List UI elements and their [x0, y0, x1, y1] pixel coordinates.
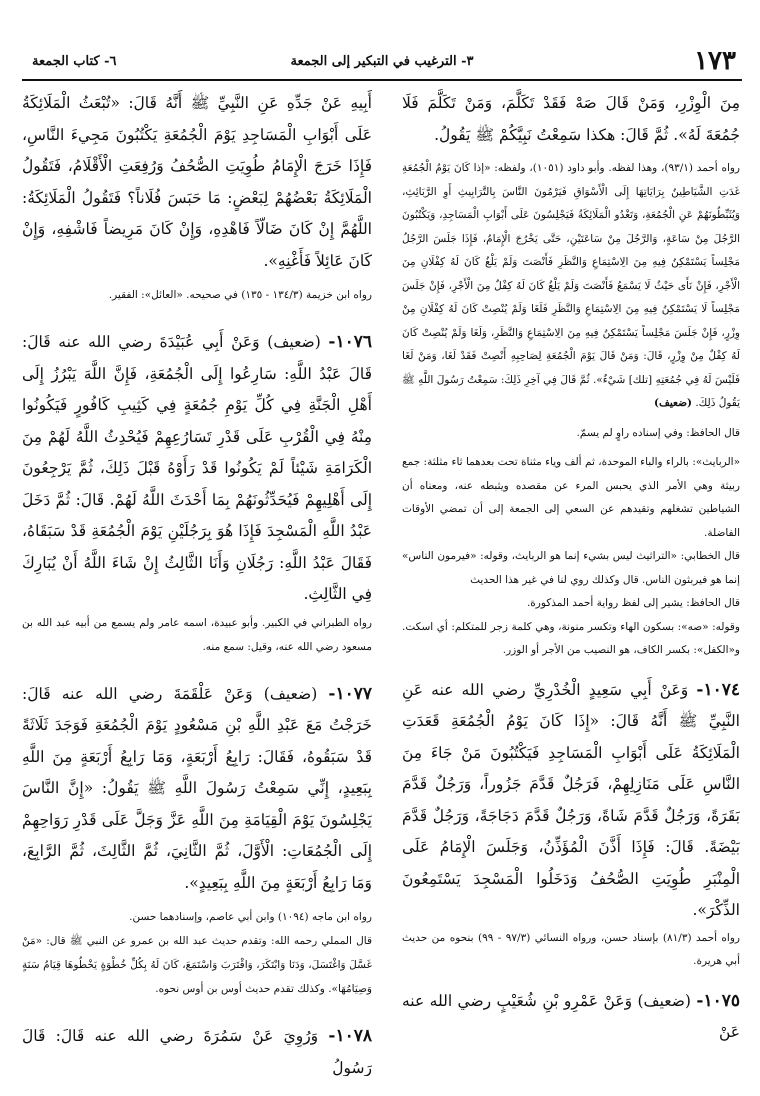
footnote-hafiz: قال الحافظ: وفي إسناده راوٍ لم يسمّ.	[576, 426, 740, 439]
hadith-text: (ضعيف) وَعَنْ عَمْرِو بْنِ شُعَيْبٍ رضي الله عنه عَنْ	[402, 991, 740, 1041]
hadith-1077	[22, 679, 372, 900]
footnote-tabarani: رواه الطبراني في الكبير. وأبو عبيدة، اسمه عامر ولم يسمع من أبيه عبد الله بن مسعود رضي الله عنه، وقيل: سمع منه.	[22, 616, 372, 653]
hadith-number: ١٠٧٦-	[328, 332, 372, 352]
book-title: ٦- كتاب الجمعة	[32, 54, 117, 69]
header-rule	[22, 79, 742, 81]
footnote-rabayith: «الربايث»: بالراء والباء الموحدة، ثم ألف وياء مثناة تحت بعدهما ثاء مثلثة: جمع ربيثة وهي الأمر الذي يحبس المرء عن مقصده ويثبطه عنه، ومعناه أن الشياطين تشغلهم وتقيدهم عن السعي إلى الجمعة إلى أن تمضي الأوقات الفاضلة.	[402, 456, 740, 539]
footnote-takhrij	[402, 157, 740, 416]
hadith-number: ١٠٧٥-	[696, 990, 740, 1011]
hadith-continuation: أَبِيهِ عَنْ جَدِّهِ عَنِ النَّبِيِّ ﷺ أَنَّهُ قَالَ: «تُبْعَثُ الْمَلَائِكَةُ عَلَى أَبْوَابِ الْمَسَاجِدِ يَوْمَ الْجُمُعَةِ يَكْتُبُونَ مَجِيءَ النَّاسِ، فَإِذَا خَرَجَ الْإِمَامُ طُوِيَتِ الصُّحُفُ وَرُفِعَتِ الْأَقْلَامُ، فَتَقُولُ الْمَلَائِكَةُ بَعْضُهُمْ لِبَعْضٍ: مَا حَبَسَ فُلَاناً؟ فَتَقُولُ الْمَلَائِكَةُ: اللَّهُمَّ إِنْ كَانَ ضَالّاً فَاهْدِهِ، وَإِنْ كَانَ مَرِيضاً فَاشْفِهِ، وَإِنْ كَانَ عَائِلاً فَأَغْنِهِ».	[22, 94, 372, 270]
hadith-continuation: مِنَ الْوِزْرِ، وَمَنْ قَالَ صَهْ فَقَدْ تَكَلَّمَ، وَمَنْ تَكَلَّمَ فَلَا جُمُعَةَ لَهُ». ثُمَّ قَالَ: هكذا سَمِعْتُ نَبِيَّكُمْ ﷺ يَقُولُ.	[402, 94, 740, 144]
footnote-sah: وقوله: «صه»: بسكون الهاء وتكسر منونة، وهي كلمة زجر للمتكلم: أي اسكت. و«الكفل»: بكسر الكاف، هو النصيب من الأجر أو الوزر.	[402, 620, 740, 656]
hadith-1075	[402, 986, 740, 1049]
footnote-ibn-majah: رواه ابن ماجه (١٠٩٤) وابن أبي عاصم، وإسنادهما حسن.	[129, 911, 372, 923]
footnote-hafiz-2: قال الحافظ: يشير إلى لفظ رواية أحمد المذكورة.	[526, 597, 740, 609]
chapter-title: ٣- الترغيب في التبكير إلى الجمعة	[290, 54, 474, 69]
grade-label: (ضعيف)	[654, 397, 692, 409]
footnote-text: رواه أحمد (٩٣/١)، وهذا لفظه. وأبو داود (١٠٥١)، ولفظه: «إذا كَانَ يَوْمُ الْجُمُعَةِ غَدَتِ الشَّيَاطِينُ بِرَايَاتِهَا إِلَى الْأَسْوَاقِ فَيَرْمُونَ النَّاسَ بِالتَّرَابِيثِ أَوِ الرَّبَائِثِ، وَيُثَبِّطُونَهُمْ عَنِ الْجُمُعَةِ، وَتَغْدُو الْمَلَائِكَةُ فَيَجْلِسُونَ عَلَى أَبْوَابِ الْمَسَاجِدِ، وَيَكْتُبُونَ الرَّجُلَ مِنْ سَاعَةٍ، وَالرَّجُلَ مِنْ سَاعَتَيْنِ، حَتَّى يَخْرُجَ الْإِمَامُ، فَإِذَا جَلَسَ الرَّجُلُ مَجْلِساً يَسْتَمْكِنُ فِيهِ مِنَ الِاسْتِمَاعِ وَالنَّظَرِ فَأَنْصَتَ وَلَمْ يَلْغُ كَانَ لَهُ كِفْلَانِ مِنَ الْأَجْرِ، فَإِنْ نَأَى حَيْثُ لَا يَسْمَعُ فَأَنْصَتَ وَلَمْ يَلْغُ كَانَ لَهُ كِفْلٌ مِنَ الْأَجْرِ، فَإِنْ جَلَسَ مَجْلِساً لَا يَسْتَمْكِنُ فِيهِ مِنَ الِاسْتِمَاعِ وَالنَّظَرِ فَلَغَا وَلَمْ يُنْصِتْ كَانَ لَهُ كِفْلَانِ مِنْ وِزْرٍ، فَإِنْ جَلَسَ مَجْلِساً يَسْتَمْكِنُ فِيهِ مِنَ الِاسْتِمَاعِ وَالنَّظَرِ، وَلَغَا وَلَمْ يُنْصِتْ كَانَ لَهُ كِفْلٌ مِنْ وِزْرٍ، قَالَ: وَمَنْ قَالَ يَوْمَ الْجُمُعَةِ لِصَاحِبِهِ أَنْصِتْ فَقَدْ لَغَا، وَمَنْ لَغَا فَلَيْسَ لَهُ فِي جُمُعَتِهِ [تلك] شَيْءٌ». ثُمَّ قَالَ فِي آخِرِ ذَلِكَ: سَمِعْتُ رَسُولَ اللَّهِ ﷺ يَقُولُ ذَلِكَ.	[402, 162, 740, 409]
hadith-1076	[22, 327, 372, 611]
hadith-text: (ضعيف) وَعَنْ عَلْقَمَةَ رضي الله عنه قَالَ: خَرَجْتُ مَعَ عَبْدِ اللَّهِ بْنِ مَسْعُودٍ يَوْمَ الْجُمُعَةِ فَوَجَدَ ثَلَاثَةً قَدْ سَبَقُوهُ، فَقَالَ: رَابِعُ أَرْبَعَةٍ، وَمَا رَابِعُ أَرْبَعَةٍ مِنَ اللَّهِ بِبَعِيدٍ، إِنِّي سَمِعْتُ رَسُولَ اللَّهِ ﷺ يَقُولُ: «إِنَّ النَّاسَ يَجْلِسُونَ يَوْمَ الْقِيَامَةِ مِنَ اللَّهِ عَزَّ وَجَلَّ عَلَى قَدْرِ رَوَاحِهِمْ إِلَى الْجُمُعَاتِ: الْأَوَّلَ، ثُمَّ الثَّانِيَ، ثُمَّ الثَّالِثَ، ثُمَّ الرَّابِعَ، وَمَا رَابِعُ أَرْبَعَةٍ مِنَ اللَّهِ بِبَعِيدٍ».	[22, 684, 372, 892]
hadith-text: وَرُوِيَ عَنْ سَمُرَةَ رضي الله عنه قَالَ: قَالَ رَسُولُ	[22, 1027, 372, 1076]
hadith-number: ١٠٧٤-	[696, 679, 740, 700]
hadith-1074	[402, 675, 740, 927]
footnote-1074: رواه أحمد (٨١/٣) بإسناد حسن، ورواه النسائي (٩٧/٣ - ٩٩) بنحوه من حديث أبي هريرة.	[402, 931, 740, 967]
page-number: ١٧٣	[694, 46, 736, 76]
hadith-text: وَعَنْ أَبِي سَعِيدٍ الْخُدْرِيِّ رضي الله عنه عَنِ النَّبِيِّ ﷺ أَنَّهُ قَالَ: «إِذَا كَانَ يَوْمُ الْجُمُعَةِ قَعَدَتِ الْمَلَائِكَةُ عَلَى أَبْوَابِ الْمَسَاجِدِ فَيَكْتُبُونَ مَنْ جَاءَ مِنَ النَّاسِ عَلَى مَنَازِلِهِمْ، فَرَجُلٌ قَدَّمَ جَزُوراً، وَرَجُلٌ قَدَّمَ بَقَرَةً، وَرَجُلٌ قَدَّمَ شَاةً، وَرَجُلٌ قَدَّمَ دَجَاجَةً، وَرَجُلٌ قَدَّمَ بَيْضَةً. قَالَ: فَإِذَا أَذَّنَ الْمُؤَذِّنُ، وَجَلَسَ الْإِمَامُ عَلَى الْمِنْبَرِ طُوِيَتِ الصُّحُفُ وَدَخَلُوا الْمَسْجِدَ يَسْتَمِعُونَ الذِّكْرَ».	[402, 680, 740, 919]
left-column	[22, 88, 372, 1076]
hadith-number: ١٠٧٨-	[328, 1026, 372, 1046]
footnote-khattabi: قال الخطابي: «التراثيث ليس بشيء إنما هو الربايث، وقوله: «فيرمون الناس» إنما هو فيربثون الناس. قال وكذلك روي لنا في غير هذا الحديث	[402, 550, 740, 586]
page-header	[22, 46, 742, 76]
footnote-khuzaima: رواه ابن خزيمة (١٣٤/٣ - ١٣٥) في صحيحه. «العائل»: الفقير.	[108, 289, 372, 301]
footnote-mumli: قال المملي رحمه الله: وتقدم حديث عبد الله بن عمرو عن النبي ﷺ قال: «مَنْ غَسَّلَ وَاغْتَسَلَ، وَدَنَا وَابْتَكَرَ، وَاقْتَرَبَ وَاسْتَمَعَ، كَانَ لَهُ بِكُلِّ خُطْوَةٍ يَخْطُوهَا قِيَامُ سَنَةٍ وَصِيَامُهَا». وكذلك تقدم حديث أوس بن أوس نحوه.	[22, 935, 372, 995]
hadith-1078	[22, 1021, 372, 1076]
hadith-text: (ضعيف) وَعَنْ أَبِي عُبَيْدَةَ رضي الله عنه قَالَ: قَالَ عَبْدُ اللَّهِ: سَارِعُوا إِلَى الْجُمُعَةِ، فَإِنَّ اللَّهَ يَبْرُزُ إِلَى أَهْلِ الْجَنَّةِ فِي كُلِّ يَوْمِ جُمُعَةٍ فِي كَثِيبِ كَافُورٍ فَيَكُونُوا مِنْهُ فِي الْقُرْبِ عَلَى قَدْرِ تَسَارُعِهِمْ فَيُحْدِثُ اللَّهُ لَهُمْ مِنَ الْكَرَامَةِ شَيْئاً لَمْ يَكُونُوا قَدْ رَأَوْهُ قَبْلَ ذَلِكَ، ثُمَّ يَرْجِعُونَ إِلَى أَهْلِيهِمْ فَيُحَدِّثُونَهُمْ بِمَا أَحْدَثَ اللَّهُ لَهُمْ. قَالَ: ثُمَّ دَخَلَ عَبْدُ اللَّهِ الْمَسْجِدَ فَإِذَا هُوَ بِرَجُلَيْنِ يَوْمَ الْجُمُعَةِ قَدْ سَبَقَاهُ، فَقَالَ عَبْدُ اللَّهِ: رَجُلَانِ وَأَنَا الثَّالِثُ إِنْ شَاءَ اللَّهُ أَنْ يُبَارِكَ فِي الثَّالِثِ.	[22, 333, 372, 603]
right-column	[402, 88, 740, 1076]
hadith-number: ١٠٧٧-	[328, 683, 372, 704]
